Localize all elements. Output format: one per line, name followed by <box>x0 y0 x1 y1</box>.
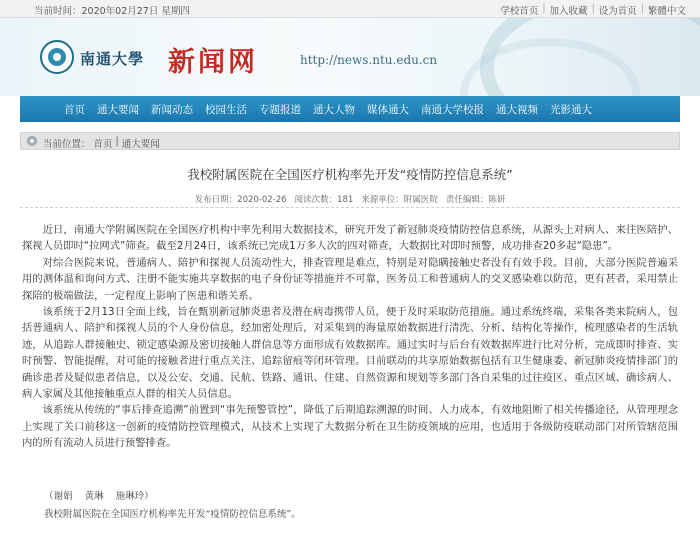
breadcrumb-section[interactable]: 通大要闻 <box>121 139 160 150</box>
location-icon <box>27 136 37 146</box>
main-nav <box>20 96 680 122</box>
site-name[interactable]: 新闻网 <box>168 47 258 78</box>
link-add-favorite[interactable]: 加入收藏 <box>549 6 588 17</box>
nav-item-news-updates[interactable]: 新闻动态 <box>151 103 193 116</box>
current-date-label: 当前时间：2020年02月27日 星期四 <box>34 6 190 17</box>
nav-item-news-headlines[interactable]: 通大要闻 <box>97 103 139 116</box>
source-unit: 来源单位：附属医院 <box>361 195 438 205</box>
article-paragraph: 该系统于2月13日全面上线，旨在甄别新冠肺炎患者及潜在病毒携带人员，便于及时采取防范措施。通过系统终端，采集各类来院病人，包括普通病人、陪护和探视人员的个人身份信息，经加密处理后，对采集到的海量原始数据进行清洗、分析、结构化等操作，梳理感染者的生活轨迹，从追踪人群接触史、锁定感染源及密切接触人群信息等方面形成有效数据库。通过实时与后台有效数据库进行比对分析，完成即时排查、实时预警、智能提醒，对可能的接触者进行重点关注、追踪留痕等闭环管理。目前联动的共享原始数据包括有卫生健康委、新冠肺炎疫情排部门的确诊患者及疑似患者信息，以及公安、交通、民航、铁路、通讯、住建、自然资源和规划等多部门各自采集的过往疫区、重点区域、确诊病人、病人家属及其他接触重点人群的相关人员信息。 <box>22 306 678 401</box>
link-separator: | <box>640 3 644 14</box>
utility-links <box>500 3 686 17</box>
nav-item-media[interactable]: 媒体通大 <box>367 103 409 116</box>
nav-item-home[interactable]: 首页 <box>64 103 85 116</box>
publish-date: 发布日期：2020-02-26 <box>194 195 287 205</box>
breadcrumb-label: 当前位置： <box>43 139 91 150</box>
article-body <box>22 222 678 452</box>
article-paragraph: 对综合医院来说，普通病人、陪护和探视人员流动性大，排查管理是难点，特别是对隐瞒接触史者没有有效手段。目前，大部分医院普遍采用的测体温和询问方式、注册不能实施共享数据的电子身份证等措施并不可靠，医务员工和普通病人的交叉感染难以防范，更有甚者，采用禁止探陪的极端做法，一定程度上影响了医患和谐关系。 <box>22 256 678 302</box>
article-paragraph: 近日，南通大学附属医院在全国医疗机构中率先利用大数据技术，研究开发了新冠肺炎疫情防控信息系统，从源头上对病人、来往医陪护、探视人员即时“拉网式”筛查。截至2月24日，该系统已完成1万多人次的四对筛查，大数据比对即时预警，成功排查20多起“隐患”。 <box>22 224 678 253</box>
link-set-homepage[interactable]: 设为首页 <box>598 6 637 17</box>
nav-item-school-paper[interactable]: 南通大学校报 <box>421 103 484 116</box>
university-name: 南通大學 <box>80 50 145 68</box>
link-traditional-chinese[interactable]: 繁體中文 <box>647 6 686 17</box>
nav-item-campus-life[interactable]: 校园生活 <box>205 103 247 116</box>
link-separator: | <box>542 3 546 14</box>
breadcrumb-separator: | <box>115 136 119 147</box>
article-authors: （谢娟 黄琳 施琳玲） <box>44 491 154 502</box>
article-meta <box>20 193 680 205</box>
nav-item-people[interactable]: 通大人物 <box>313 103 355 116</box>
university-seal-logo[interactable] <box>40 40 74 74</box>
nav-item-video[interactable]: 通大视频 <box>496 103 538 116</box>
title-divider <box>20 207 680 208</box>
site-url: http://news.ntu.edu.cn <box>300 53 438 67</box>
top-utility-bar <box>0 0 700 18</box>
nav-item-special-reports[interactable]: 专题报道 <box>259 103 301 116</box>
site-header-banner <box>0 18 700 96</box>
article-paragraph: 该系统从传统的“事后排查追溯”前置到“事先预警管控”，降低了后期追踪溯源的时间、人力成本，有效地阻断了相关传播途径，从管理理念上实现了关口前移这一创新的疫情防控管理模式，从技术上实现了大数据分析在卫生防疫领域的应用，也适用于各级防疫联动部门对所管辖范围内的所有流动人员进行预警排查。 <box>22 404 678 450</box>
link-school-home[interactable]: 学校首页 <box>500 6 539 17</box>
link-separator: | <box>591 3 595 14</box>
breadcrumb-home[interactable]: 首页 <box>93 139 113 150</box>
view-count: 阅读次数：181 <box>294 195 354 205</box>
nav-item-photo[interactable]: 光影通大 <box>550 103 592 116</box>
breadcrumb <box>20 132 680 150</box>
image-caption: 我校附属医院在全国医疗机构率先开发“疫情防控信息系统”。 <box>44 509 301 520</box>
editor: 责任编辑：陈妍 <box>445 195 506 205</box>
article-title: 我校附属医院在全国医疗机构率先开发“疫情防控信息系统” <box>187 167 513 182</box>
